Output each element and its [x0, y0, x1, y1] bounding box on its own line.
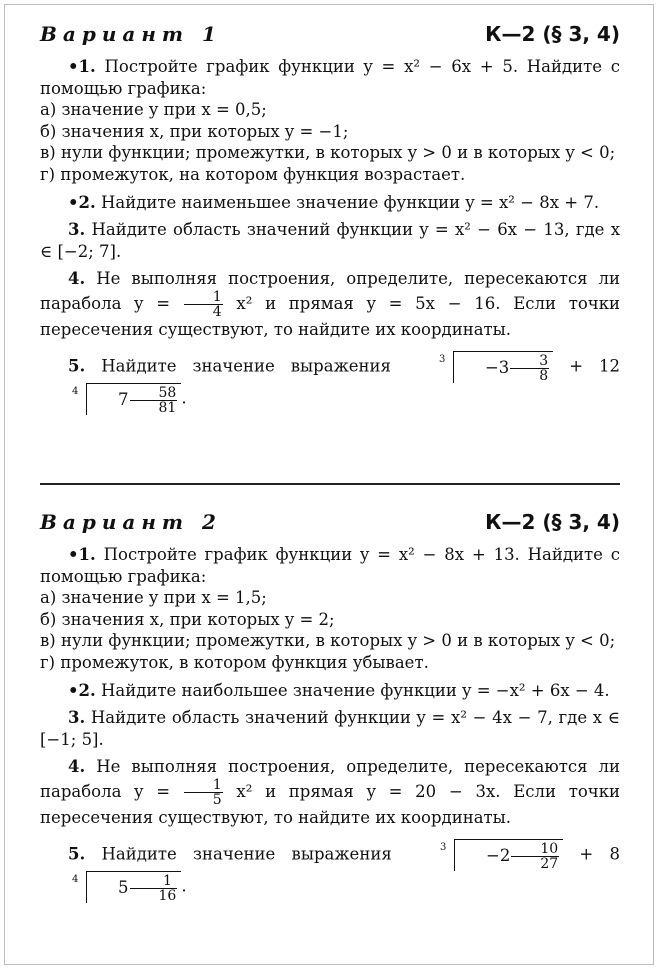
fourth-root	[44, 383, 181, 415]
fraction	[130, 386, 178, 415]
fraction-numerator: 58	[130, 386, 178, 401]
v1-task-4	[40, 268, 620, 340]
expression-middle: + 12	[569, 356, 621, 376]
v2-task-4	[40, 756, 620, 828]
root-index: 4	[72, 873, 79, 885]
root-index: 3	[438, 353, 446, 365]
task-number: 3.	[68, 220, 86, 240]
variant-2-title: Вариант 2	[40, 510, 222, 534]
variant-1	[40, 22, 620, 415]
task-text: Постройте график функции y = x² − 6x + 5. Найдите с помощью графика:	[40, 57, 620, 98]
fraction-denominator: 16	[158, 887, 177, 904]
fraction-denominator: 81	[158, 399, 177, 416]
variant-2-code: К—2 (§ 3, 4)	[485, 510, 620, 534]
task-number: •1.	[68, 57, 96, 76]
task-number: •1.	[68, 545, 96, 564]
task-text-cont: x² и прямая y = 20 − 3x. Если точки пересечения существуют, то найдите их координаты.	[40, 781, 621, 827]
variant-2-header	[40, 510, 620, 544]
task-text: Найдите область значений функции y = x² − 4x − 7, где x ∈ [−1; 5].	[40, 708, 620, 749]
subtask-c: в) нули функции; промежутки, в которых y > 0 и в которых y < 0;	[40, 143, 616, 163]
task-text-cont: x² и прямая y = 5x − 16. Если точки пересечения существуют, то найдите их координаты.	[40, 293, 621, 339]
task-text: Найдите область значений функции y = x² − 6x − 13, где x ∈ [−2; 7].	[40, 220, 620, 261]
cube-root	[411, 351, 553, 383]
task-text: Найдите наименьшее значение функции y = x² − 8x + 7.	[101, 192, 600, 212]
subtask-b: б) значения x, при которых y = 2;	[40, 609, 335, 629]
variant-1-code: К—2 (§ 3, 4)	[485, 22, 620, 46]
v1-task-3	[40, 219, 620, 262]
fraction	[130, 874, 178, 903]
task-number: 4.	[68, 757, 86, 777]
root-whole: 7	[118, 389, 129, 409]
fraction-numerator: 1	[130, 874, 178, 889]
root-index: 3	[440, 841, 447, 853]
v1-task-2	[40, 192, 620, 214]
task-text: Найдите значение выражения	[101, 844, 392, 864]
root-whole: −2	[486, 845, 511, 865]
expression-middle: + 8	[579, 844, 621, 864]
fraction-denominator: 8	[539, 367, 549, 384]
expression-end: .	[181, 876, 187, 896]
cube-root	[412, 839, 563, 871]
task-text: Не выполняя построения, определите, пересекаются ли парабола y =	[40, 757, 620, 801]
fraction	[184, 778, 223, 807]
subtask-d: г) промежуток, на котором функция возрастает.	[40, 164, 466, 184]
fraction	[184, 290, 223, 319]
task-text: Не выполняя построения, определите, пересекаются ли парабола y =	[40, 269, 620, 313]
subtask-d: г) промежуток, в котором функция убывает.	[40, 652, 429, 672]
task-text: Найдите значение выражения	[101, 356, 391, 376]
task-number: 5.	[68, 356, 86, 376]
fraction	[511, 842, 559, 871]
subtask-b: б) значения x, при которых y = −1;	[40, 121, 349, 141]
fraction	[510, 354, 549, 383]
variant-2	[40, 510, 620, 903]
subtask-c: в) нули функции; промежутки, в которых y > 0 и в которых y < 0;	[40, 631, 616, 651]
subtask-a: а) значение y при x = 0,5;	[40, 100, 267, 120]
task-number: •2.	[68, 192, 96, 212]
root-whole: −3	[484, 357, 510, 377]
fraction-numerator: 1	[184, 290, 223, 305]
task-text: Найдите наибольшее значение функции y = −x² + 6x − 4.	[101, 680, 610, 700]
fraction-denominator: 5	[212, 791, 222, 808]
task-number: •2.	[68, 680, 96, 700]
fraction-numerator: 1	[184, 778, 223, 793]
task-text: Постройте график функции y = x² − 8x + 13. Найдите с помощью графика:	[40, 545, 620, 586]
v1-task-1	[40, 56, 620, 186]
v2-task-2	[40, 680, 620, 702]
variant-separator	[40, 483, 620, 485]
fraction-numerator: 3	[510, 354, 549, 369]
task-number: 4.	[68, 269, 86, 289]
task-number: 3.	[68, 708, 86, 728]
v2-task-1	[40, 544, 620, 674]
variant-1-title: Вариант 1	[40, 22, 222, 46]
task-number: 5.	[68, 844, 86, 864]
fraction-denominator: 27	[540, 855, 559, 872]
expression-end: .	[181, 388, 187, 408]
v2-task-5	[40, 839, 620, 903]
v1-task-5	[40, 351, 620, 415]
variant-1-header	[40, 22, 620, 56]
v2-task-3	[40, 707, 620, 750]
fourth-root	[44, 871, 181, 903]
root-index: 4	[72, 385, 79, 397]
root-whole: 5	[118, 877, 129, 897]
subtask-a: а) значение y при x = 1,5;	[40, 588, 267, 608]
fraction-denominator: 4	[212, 303, 222, 320]
fraction-numerator: 10	[511, 842, 559, 857]
